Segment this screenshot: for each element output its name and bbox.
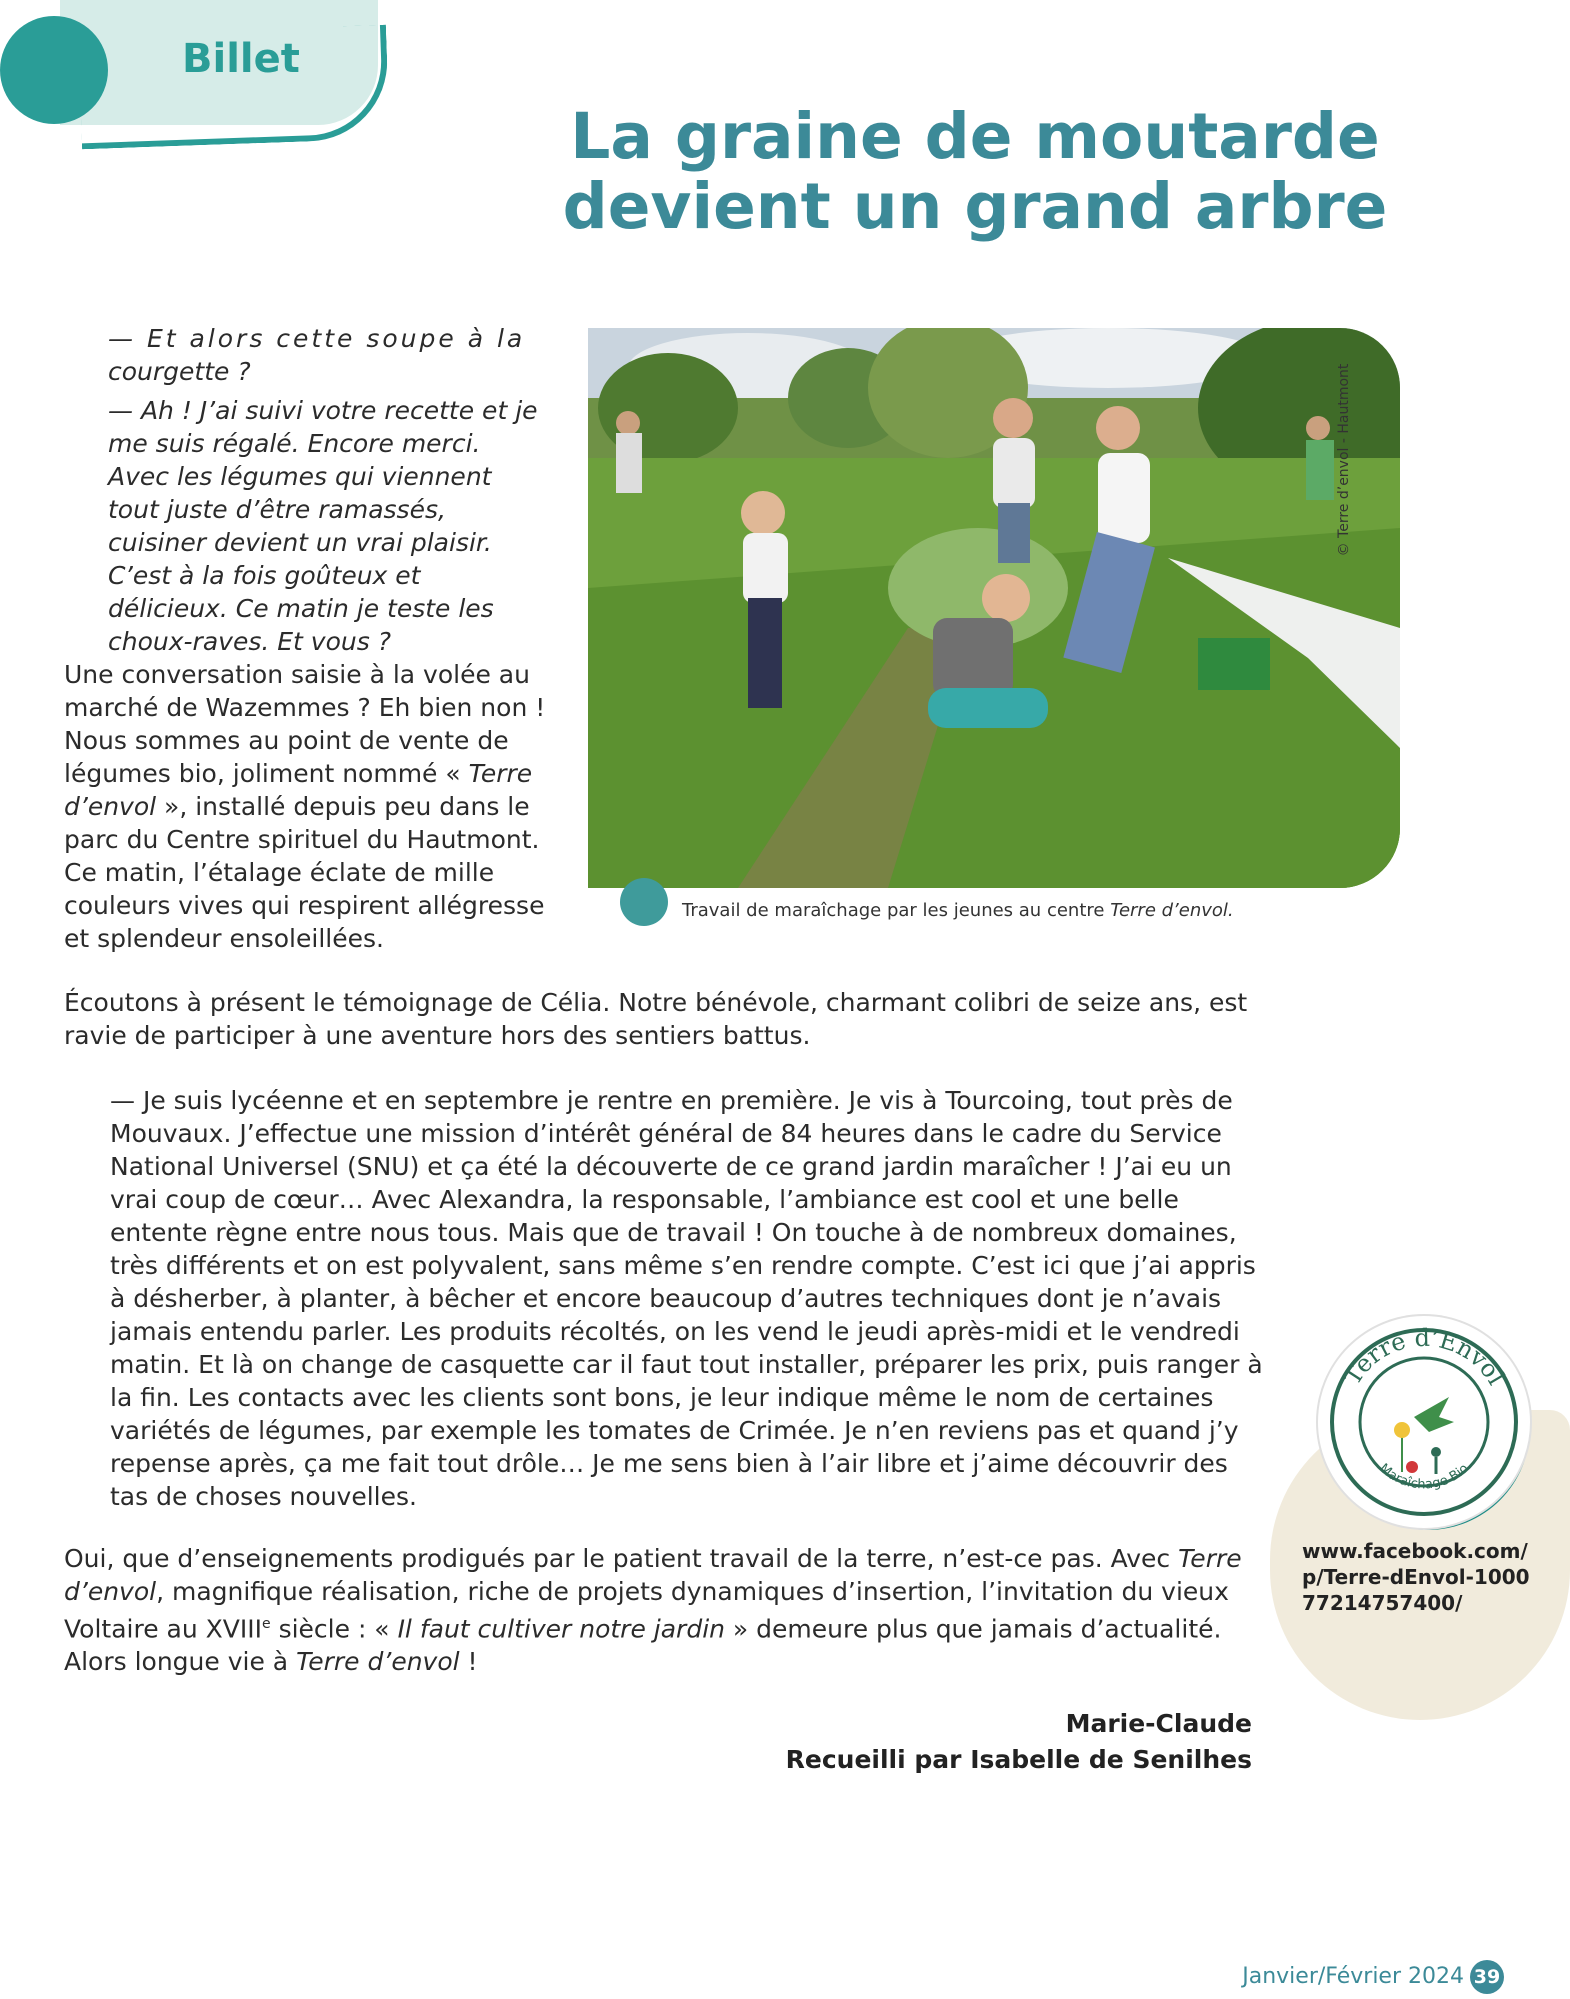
page-number: 39 xyxy=(1470,1960,1504,1994)
logo-text-top: Terre d’Envol xyxy=(1338,1323,1511,1390)
garden-photo-illustration xyxy=(588,328,1400,888)
dialogue-line-1: — Et alors cette soupe à la xyxy=(108,324,526,353)
terre-d-envol-logo xyxy=(1318,1316,1530,1528)
garden-photo xyxy=(588,328,1400,888)
caption-text: Travail de maraîchage par les jeunes au centre xyxy=(682,900,1111,921)
paragraph-celia-intro: Écoutons à présent le témoignage de Célia. Notre bénévole, charmant colibri de seize ans, est ravie de participer à une aventure hors des sentiers battus. xyxy=(64,988,1248,1050)
signature xyxy=(786,1706,1252,1778)
para3-text-b: , magnifique réalisation, riche de projets dynamiques d’insertion, l’invitation du vieux Voltaire au XVIII xyxy=(64,1577,1229,1644)
dialogue-line-1b: courgette ? xyxy=(108,357,251,386)
photo-credit: © Terre d’envol - Hautmont xyxy=(1336,363,1352,557)
photo-caption xyxy=(682,900,1234,921)
title-line-2: devient un grand arbre xyxy=(562,170,1388,243)
para3-text-a: Oui, que d’enseignements prodigués par le patient travail de la terre, n’est-ce pas. Avec xyxy=(64,1544,1179,1573)
logo-illustration xyxy=(1324,1322,1524,1522)
logo-text-bottom: Maraîchage Bio xyxy=(1376,1461,1472,1493)
para3-text-e: ! xyxy=(459,1647,478,1677)
caption-dot xyxy=(620,878,668,926)
para3-text-c: siècle : « xyxy=(270,1614,398,1644)
paragraph-intro xyxy=(64,658,550,955)
para1-text-b: », installé depuis peu dans le parc du Centre spirituel du Hautmont. Ce matin, l’étalage éclate de mille couleurs vives qui respirent allégresse et splendeur ensoleillées. xyxy=(64,792,545,953)
author-name: Marie-Claude xyxy=(1065,1709,1252,1738)
intro-dialogue xyxy=(108,322,544,658)
section-label: Billet xyxy=(182,36,300,82)
para1-text-italic: Terre d’envol xyxy=(64,759,533,821)
issue-date: Janvier/Février 2024 xyxy=(1242,1964,1464,1989)
para1-text-a: Une conversation saisie à la volée au marché de Wazemmes ? Eh bien non ! Nous sommes au point de vente de légumes bio, joliment nommé « xyxy=(64,660,546,788)
para3-text-d: » demeure plus que jamais d’actualité. Alors longue vie à xyxy=(64,1614,1222,1677)
para3-superscript: e xyxy=(262,1616,271,1632)
article-title xyxy=(470,102,1480,242)
dialogue-question xyxy=(108,322,544,388)
billet-dot xyxy=(0,16,108,124)
testimony-text: — Je suis lycéenne et en septembre je rentre en première. Je vis à Tourcoing, tout près de Mouvaux. J’effectue une mission d’intérêt général de 84 heures dans le cadre du Service National Universel (SNU) et ça été la découverte de ce grand jardin maraîcher ! J’ai eu un vrai coup de cœur… Avec Alexandra, la responsable, l’ambiance est cool et une belle entente règne entre nous tous. Mais que de travail ! On touche à de nombreux domaines, très différents et on est polyvalent, sans même s’en rendre compte. C’est ici que j’ai appris à désherber, à planter, à bêcher et encore beaucoup d’autres techniques dont je n’avais jamais entendu parler. Les produits récoltés, on les vend le jeudi après-midi et le vendredi matin. Et là on change de casquette car il faut tout installer, préparer les prix, puis ranger à la fin. Les contacts avec les clients sont bons, je leur indique même le nom de certaines variétés de légumes, par exemple les tomates de Crimée. Je n’en reviens pas et quand j’y repense après, ça me fait tout drôle… Je me sens bien à l’air libre et j’aime découvrir des tas de choses nouvelles. xyxy=(110,1086,1263,1511)
collected-by: Recueilli par Isabelle de Senilhes xyxy=(785,1745,1252,1774)
para3-italic-quote: Il faut cultiver notre jardin xyxy=(397,1614,725,1644)
facebook-link[interactable]: www.facebook.com/p/Terre-dEnvol-100077214757400/ xyxy=(1302,1539,1530,1615)
paragraph-conclusion xyxy=(64,1542,1270,1678)
para3-italic-a: Terre d’envol xyxy=(64,1544,1242,1606)
title-line-1: La graine de moutarde xyxy=(570,100,1380,173)
dialogue-reply: — Ah ! J’ai suivi votre recette et je me suis régalé. Encore merci. Avec les légumes qui viennent tout juste d’être ramassés, cuisiner devient un vrai plaisir. C’est à la fois goûteux et délicieux. Ce matin je teste les choux-raves. Et vous ? xyxy=(108,396,538,656)
caption-text-italic: Terre d’envol. xyxy=(1110,900,1234,921)
para3-italic-d: Terre d’envol xyxy=(296,1647,460,1677)
